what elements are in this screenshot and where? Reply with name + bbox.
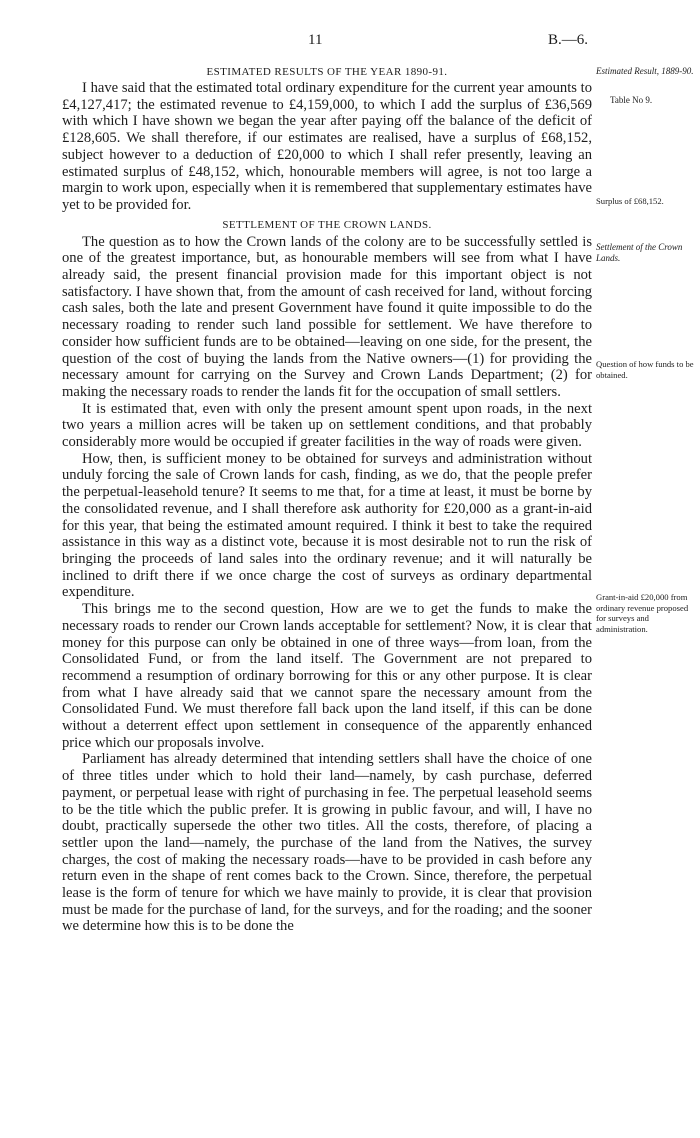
document-reference: B.—6. [548,32,589,48]
paragraph-surveys-administration: How, then, is sufficient money to be obtained for surveys and administration without unduly forcing the sale of Crown lands for cash, finding, as we do, that the people prefer the perpetual-leasehold tenure? It seems to me that, for a time at least, it must be borne by the consolidated revenue, and I shall therefore ask authority for £20,000 as a grant-in-aid for this year, that being the estimated amount required. I think it best to take the required assistance in this way as a distinct vote, because it is most desirable not to run the risk of bringing the proceeds of land sales into the ordinary revenue; and it will naturally be inclined to drift there if we once charge the cost of surveys as ordinary departmental expenditure. [62,450,592,601]
margin-note-estimated-result: Estimated Result, 1889-90. [596,66,694,76]
margin-note-crown-lands: Settlement of the Crown Lands. [596,242,683,263]
margin-note-surplus: Surplus of £68,152. [596,196,664,206]
margin-note-table-reference: Table No 9. [610,95,653,105]
margin-note-funds-question: Question of how funds to be obtained. [596,359,694,380]
page-header [0,32,700,52]
section-heading-estimated-results: ESTIMATED RESULTS OF THE YEAR 1890-91. [206,66,448,78]
section-heading-crown-lands: SETTLEMENT OF THE CROWN LANDS. [222,218,432,231]
paragraph-titles: Parliament has already determined that intending settlers shall have the choice of one of three titles under which to hold their land—namely, by cash purchase, deferred payment, or perpetual lease with right of purchasing in fee. The perpetual leasehold seems to be the title which the public prefer. It is growing in public favour, and will, I have no doubt, practically supersede the other two titles. All the costs, therefore, of placing a settler upon the land—namely, the purchase of the land from the Natives, the survey charges, the cost of making the necessary roads—have to be provided in cash before any return even in the shape of rent comes back to the Crown. Since, therefore, the perpetual lease is the form of tenure for which we have mainly to provide, it is clear that provision must be made for the purchase of land, for the surveys, and for the roading; and the sooner we determine how this is to be done the [62,751,592,935]
paragraph-roads-funding: This brings me to the second question, How are we to get the funds to make the necessary roads to render our Crown lands acceptable for settlement? Now, it is clear that money for this purpose can only be obtained in one of three ways—from loan, from the Consolidated Fund, or from the land itself. The Government are not prepared to recommend a resumption of ordinary borrowing for this or any other purpose. It is clear from what I have already said that we cannot spare the necessary amount from the Consolidated Fund. We must therefore fall back upon the land itself, if this can be done without a deterrent effect upon settlement in consequence of the apparently enhanced price which our proposals involve. [62,601,592,751]
paragraph-estimated-results: I have said that the estimated total ordinary expenditure for the current year amounts to £4,127,417; the estimated revenue to £4,159,000, to which I add the surplus of £36,569 with which I have shown we began the year after paying off the balance of the deficit of £128,605. We shall therefore, if our estimates are realised, have a surplus of £68,152, subject however to a deduction of £20,000 to which I shall refer presently, leaving an estimated surplus of £48,152, which, honourable members will agree, is not too large a margin to work upon, especially when it is remembered that supplementary estimates have yet to be provided for. [62,80,592,213]
page-number: 11 [308,32,323,48]
paragraph-crown-lands-question: The question as to how the Crown lands of the colony are to be successfully settled is one of the greatest importance, but, as honourable members will see from what I have already said, the present financial provision made for this important object is not satisfactory. I have shown that, from the amount of cash received for land, without forcing cash sales, both the late and present Government have found it quite impossible to do the necessary roading to render such land possible for settlement. We have therefore to consider how sufficient funds are to be obtained—leaving on one side, for the present, the question of the cost of buying the lands from the Native owners—(1) for providing the necessary amount for carrying on the Survey and Crown Lands Department; (2) for making the necessary roads to render the lands fit for the occupation of small settlers. [62,233,592,400]
margin-notes [596,0,700,1138]
paragraph-million-acres: It is estimated that, even with only the present amount spent upon roads, in the next two years a million acres will be taken up on settlement conditions, and that probably considerably more would be occupied if greater facilities in the way of roads were given. [62,400,592,451]
margin-note-grant-in-aid: Grant-in-aid £20,000 from ordinary revenue proposed for surveys and administration. [596,592,689,634]
main-text [62,64,592,935]
